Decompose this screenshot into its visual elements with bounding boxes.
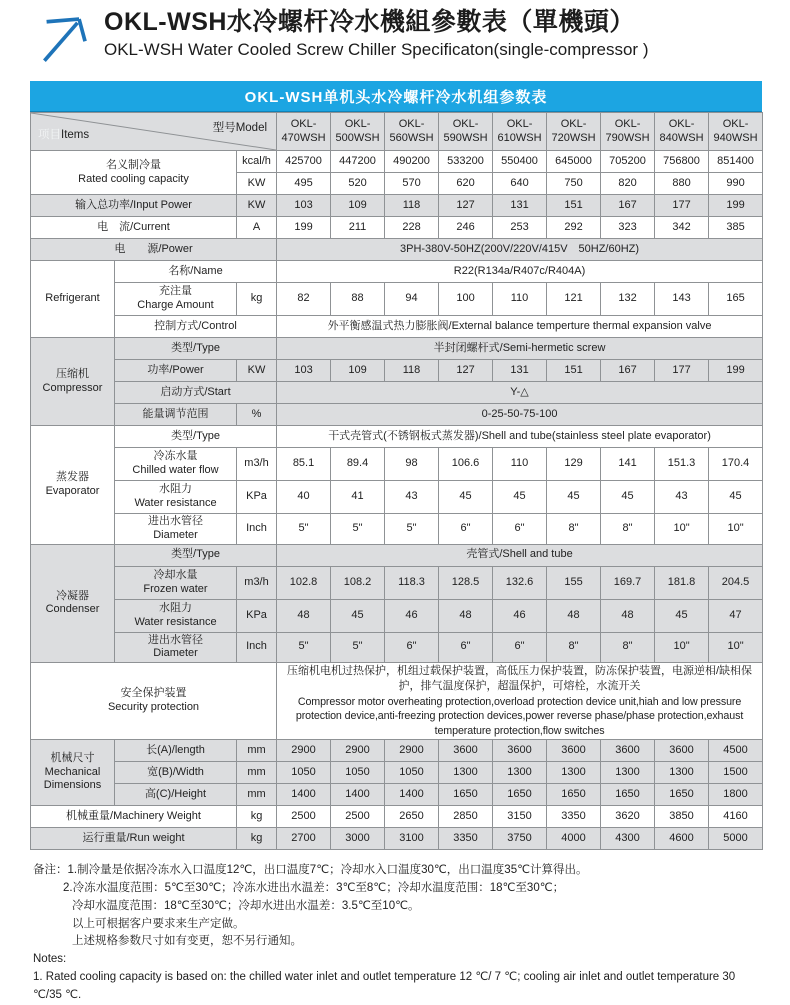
- value-cell: 1650: [493, 784, 547, 806]
- value-cell: 6": [385, 632, 439, 663]
- value-cell: 3850: [655, 806, 709, 828]
- table-row: [31, 338, 763, 360]
- value-cell: 45: [439, 481, 493, 514]
- table-row: [31, 806, 763, 828]
- value-cell: 45: [493, 481, 547, 514]
- value-cell: 103: [277, 195, 331, 217]
- value-cell: 106.6: [439, 448, 493, 481]
- value-cell: 4000: [547, 828, 601, 850]
- value-cell: 1650: [655, 784, 709, 806]
- value-cell: 3600: [439, 740, 493, 762]
- unit: kg: [237, 828, 277, 850]
- unit: kg: [237, 806, 277, 828]
- merged-value-compressor-type: 半封闭螺杆式/Semi-hermetic screw: [277, 338, 763, 360]
- table-row: [31, 261, 763, 283]
- value-cell: 1650: [547, 784, 601, 806]
- row-label-frozen-water: 冷却水量 Frozen water: [115, 566, 237, 599]
- row-label-height: 高(C)/Height: [115, 784, 237, 806]
- value-cell: 131: [493, 195, 547, 217]
- value-cell: 199: [709, 360, 763, 382]
- value-cell: 323: [601, 217, 655, 239]
- value-cell: 151: [547, 360, 601, 382]
- value-cell: 3350: [547, 806, 601, 828]
- row-label-length: 长(A)/length: [115, 740, 237, 762]
- row-label-current: 电 流/Current: [31, 217, 237, 239]
- table-row: [31, 566, 763, 599]
- value-cell: 85.1: [277, 448, 331, 481]
- value-cell: 40: [277, 481, 331, 514]
- value-cell: 1050: [331, 762, 385, 784]
- unit: mm: [237, 784, 277, 806]
- value-cell: 109: [331, 360, 385, 382]
- value-cell: 2500: [277, 806, 331, 828]
- page-title-en: OKL-WSH Water Cooled Screw Chiller Specificaton(single-compressor ): [104, 39, 649, 59]
- value-cell: 46: [493, 599, 547, 632]
- value-cell: 2850: [439, 806, 493, 828]
- unit: kg: [237, 283, 277, 316]
- table-row: [31, 283, 763, 316]
- table-banner: OKL-WSH单机头水冷螺杆冷水机组参数表: [30, 81, 762, 112]
- table-row: [31, 239, 763, 261]
- row-label-run-weight: 运行重量/Run weight: [31, 828, 237, 850]
- merged-value-start: Y-△: [277, 382, 763, 404]
- row-label-evap-diameter: 进出水管径 Diameter: [115, 514, 237, 545]
- value-cell: 89.4: [331, 448, 385, 481]
- group-label-compressor: 压缩机 Compressor: [31, 338, 115, 426]
- value-cell: 6": [439, 514, 493, 545]
- row-label-security-protection: 安全保护装置 Security protection: [31, 663, 277, 740]
- value-cell: 129: [547, 448, 601, 481]
- value-cell: 94: [385, 283, 439, 316]
- note-line: 上述规格参数尺寸如有变更，恕不另行通知。: [72, 935, 302, 948]
- note-line: 冷却水温度范围：18℃至30℃；冷却水进出水温差：3.5℃至10℃。: [72, 899, 420, 912]
- specification-table: [30, 112, 763, 850]
- value-cell: 109: [331, 195, 385, 217]
- value-cell: 3600: [655, 740, 709, 762]
- value-cell: 570: [385, 173, 439, 195]
- value-cell: 3150: [493, 806, 547, 828]
- value-cell: 3600: [493, 740, 547, 762]
- value-cell: 6": [439, 632, 493, 663]
- value-cell: 10": [709, 632, 763, 663]
- unit: KW: [237, 360, 277, 382]
- row-label-compressor-power: 功率/Power: [115, 360, 237, 382]
- table-row: [31, 316, 763, 338]
- value-cell: 1800: [709, 784, 763, 806]
- value-cell: 851400: [709, 151, 763, 173]
- value-cell: 292: [547, 217, 601, 239]
- value-cell: 1400: [385, 784, 439, 806]
- value-cell: 10": [655, 514, 709, 545]
- arrow-up-right-icon: [42, 12, 88, 64]
- table-row: [31, 784, 763, 806]
- value-cell: 45: [709, 481, 763, 514]
- table-row: [31, 663, 763, 740]
- value-cell: 3600: [547, 740, 601, 762]
- table-row: [31, 151, 763, 173]
- merged-value-energy-range: 0-25-50-75-100: [277, 404, 763, 426]
- row-label-start: 启动方式/Start: [115, 382, 277, 404]
- value-cell: 6": [493, 514, 547, 545]
- row-label-chilled-water-flow: 冷冻水量 Chilled water flow: [115, 448, 237, 481]
- value-cell: 1050: [385, 762, 439, 784]
- value-cell: 490200: [385, 151, 439, 173]
- note-line: 以上可根据客户要求来生产定做。: [72, 917, 245, 930]
- value-cell: 131: [493, 360, 547, 382]
- row-label-compressor-type: 类型/Type: [115, 338, 277, 360]
- merged-value-evaporator-type: 干式壳管式(不锈钢板式蒸发器)/Shell and tube(stainless steel plate evaporator): [277, 426, 763, 448]
- corner-model-label: 型号Model: [212, 122, 268, 134]
- value-cell: 5": [331, 514, 385, 545]
- unit: A: [237, 217, 277, 239]
- value-cell: 43: [655, 481, 709, 514]
- model-header-610wsh: OKL- 610WSH: [493, 113, 547, 151]
- unit: kcal/h: [237, 151, 277, 173]
- value-cell: 132.6: [493, 566, 547, 599]
- note-line: 1. Rated cooling capacity is based on: the chilled water inlet and outlet temperature 12 ℃/ 7 ℃; cooling air inlet and outlet temperature 30 ℃/35 ℃.: [33, 970, 736, 1001]
- value-cell: 118: [385, 195, 439, 217]
- value-cell: 48: [277, 599, 331, 632]
- group-label-refrigerant: Refrigerant: [31, 261, 115, 338]
- table-row: [31, 544, 763, 566]
- page-header: [30, 8, 762, 64]
- table-row: [31, 481, 763, 514]
- unit: mm: [237, 740, 277, 762]
- row-label-rated-cooling-capacity: 名义制冷量 Rated cooling capacity: [31, 151, 237, 195]
- value-cell: 447200: [331, 151, 385, 173]
- value-cell: 495: [277, 173, 331, 195]
- row-label-evap-water-resistance: 水阻力 Water resistance: [115, 481, 237, 514]
- value-cell: 5": [385, 514, 439, 545]
- row-label-evaporator-type: 类型/Type: [115, 426, 277, 448]
- value-cell: 102.8: [277, 566, 331, 599]
- value-cell: 705200: [601, 151, 655, 173]
- value-cell: 132: [601, 283, 655, 316]
- unit: mm: [237, 762, 277, 784]
- value-cell: 880: [655, 173, 709, 195]
- table-row: [31, 514, 763, 545]
- unit: %: [237, 404, 277, 426]
- table-row: [31, 599, 763, 632]
- footnotes: [30, 862, 762, 1005]
- value-cell: 110: [493, 448, 547, 481]
- table-row: [31, 740, 763, 762]
- value-cell: 8": [601, 632, 655, 663]
- value-cell: 127: [439, 195, 493, 217]
- value-cell: 1300: [439, 762, 493, 784]
- row-label-control: 控制方式/Control: [115, 316, 277, 338]
- table-row: [31, 382, 763, 404]
- value-cell: 3100: [385, 828, 439, 850]
- value-cell: 4600: [655, 828, 709, 850]
- value-cell: 199: [709, 195, 763, 217]
- value-cell: 204.5: [709, 566, 763, 599]
- row-label-charge-amount: 充注量 Charge Amount: [115, 283, 237, 316]
- value-cell: 620: [439, 173, 493, 195]
- table-row: [31, 762, 763, 784]
- items-model-corner-cell: [31, 113, 277, 151]
- value-cell: 45: [547, 481, 601, 514]
- value-cell: 167: [601, 360, 655, 382]
- value-cell: 8": [547, 514, 601, 545]
- value-cell: 10": [655, 632, 709, 663]
- value-cell: 48: [601, 599, 655, 632]
- value-cell: 520: [331, 173, 385, 195]
- value-cell: 2900: [277, 740, 331, 762]
- value-cell: 342: [655, 217, 709, 239]
- value-cell: 1050: [277, 762, 331, 784]
- group-label-condenser: 冷凝器 Condenser: [31, 544, 115, 663]
- row-label-energy-range: 能量调节范围: [115, 404, 237, 426]
- value-cell: 118: [385, 360, 439, 382]
- table-row: [31, 217, 763, 239]
- value-cell: 177: [655, 360, 709, 382]
- value-cell: 8": [601, 514, 655, 545]
- unit: KPa: [237, 481, 277, 514]
- page-title-zh: OKL-WSH水冷螺杆冷水機組參數表（單機頭）: [104, 8, 635, 36]
- model-header-560wsh: OKL- 560WSH: [385, 113, 439, 151]
- unit: Inch: [237, 514, 277, 545]
- value-cell: 155: [547, 566, 601, 599]
- value-cell: 141: [601, 448, 655, 481]
- value-cell: 1500: [709, 762, 763, 784]
- model-header-720wsh: OKL- 720WSH: [547, 113, 601, 151]
- value-cell: 4160: [709, 806, 763, 828]
- value-cell: 88: [331, 283, 385, 316]
- value-cell: 6": [493, 632, 547, 663]
- value-cell: 110: [493, 283, 547, 316]
- value-cell: 1300: [655, 762, 709, 784]
- value-cell: 48: [439, 599, 493, 632]
- value-cell: 46: [385, 599, 439, 632]
- value-cell: 143: [655, 283, 709, 316]
- table-row: [31, 448, 763, 481]
- value-cell: 151.3: [655, 448, 709, 481]
- model-header-790wsh: OKL- 790WSH: [601, 113, 655, 151]
- corner-items-label: 项目Items: [38, 128, 90, 141]
- value-cell: 820: [601, 173, 655, 195]
- merged-value-power-supply: 3PH-380V-50HZ(200V/220V/415V 50HZ/60HZ): [277, 239, 763, 261]
- value-cell: 169.7: [601, 566, 655, 599]
- group-label-mechanical-dimensions: 机械尺寸 Mechanical Dimensions: [31, 740, 115, 806]
- value-cell: 43: [385, 481, 439, 514]
- value-cell: 1300: [493, 762, 547, 784]
- value-cell: 181.8: [655, 566, 709, 599]
- value-cell: 1400: [331, 784, 385, 806]
- value-cell: 425700: [277, 151, 331, 173]
- row-label-cond-diameter: 进出水管径 Diameter: [115, 632, 237, 663]
- value-cell: 550400: [493, 151, 547, 173]
- value-cell: 385: [709, 217, 763, 239]
- table-row: [31, 632, 763, 663]
- value-cell: 3750: [493, 828, 547, 850]
- unit: m3/h: [237, 448, 277, 481]
- merged-value-condenser-type: 壳管式/Shell and tube: [277, 544, 763, 566]
- value-cell: 8": [547, 632, 601, 663]
- group-label-evaporator: 蒸发器 Evaporator: [31, 426, 115, 545]
- value-cell: 2900: [385, 740, 439, 762]
- note-line: 2.冷冻水温度范围：5℃至30℃；冷冻水进出水温差：3℃至8℃；冷却水温度范围：18℃至30℃；: [63, 881, 565, 894]
- model-header-940wsh: OKL- 940WSH: [709, 113, 763, 151]
- value-cell: 45: [655, 599, 709, 632]
- value-cell: 48: [547, 599, 601, 632]
- row-label-refrigerant-name: 名称/Name: [115, 261, 277, 283]
- model-header-840wsh: OKL- 840WSH: [655, 113, 709, 151]
- value-cell: 108.2: [331, 566, 385, 599]
- title-block: [104, 8, 648, 60]
- table-row: [31, 828, 763, 850]
- value-cell: 1300: [547, 762, 601, 784]
- value-cell: 3000: [331, 828, 385, 850]
- unit: m3/h: [237, 566, 277, 599]
- value-cell: 3600: [601, 740, 655, 762]
- value-cell: 98: [385, 448, 439, 481]
- value-cell: 2650: [385, 806, 439, 828]
- row-label-input-power: 输入总功率/Input Power: [31, 195, 237, 217]
- row-label-machinery-weight: 机械重量/Machinery Weight: [31, 806, 237, 828]
- value-cell: 533200: [439, 151, 493, 173]
- note-line: 备注：1.制冷量是依据冷冻水入口温度12℃，出口温度7℃；冷却水入口温度30℃，出口温度35℃计算得出。: [33, 864, 588, 877]
- unit: KW: [237, 173, 277, 195]
- value-cell: 5000: [709, 828, 763, 850]
- value-cell: 4300: [601, 828, 655, 850]
- unit: KPa: [237, 599, 277, 632]
- value-cell: 47: [709, 599, 763, 632]
- note-line: Notes:: [33, 953, 67, 966]
- table-row: [31, 360, 763, 382]
- value-cell: 2700: [277, 828, 331, 850]
- value-cell: 1400: [277, 784, 331, 806]
- merged-value-refrigerant-name: R22(R134a/R407c/R404A): [277, 261, 763, 283]
- value-cell: 253: [493, 217, 547, 239]
- value-cell: 5": [277, 632, 331, 663]
- value-cell: 10": [709, 514, 763, 545]
- value-cell: 756800: [655, 151, 709, 173]
- value-cell: 103: [277, 360, 331, 382]
- value-cell: 4500: [709, 740, 763, 762]
- model-header-500wsh: OKL- 500WSH: [331, 113, 385, 151]
- unit: KW: [237, 195, 277, 217]
- value-cell: 228: [385, 217, 439, 239]
- table-row: [31, 404, 763, 426]
- merged-value-control: 外平衡感温式热力膨胀阀/External balance temperture thermal expansion valve: [277, 316, 763, 338]
- value-cell: 118.3: [385, 566, 439, 599]
- value-cell: 750: [547, 173, 601, 195]
- value-cell: 177: [655, 195, 709, 217]
- value-cell: 128.5: [439, 566, 493, 599]
- value-cell: 2900: [331, 740, 385, 762]
- model-header-470wsh: OKL- 470WSH: [277, 113, 331, 151]
- row-label-width: 宽(B)/Width: [115, 762, 237, 784]
- unit: Inch: [237, 632, 277, 663]
- value-cell: 165: [709, 283, 763, 316]
- value-cell: 100: [439, 283, 493, 316]
- value-cell: 45: [601, 481, 655, 514]
- row-label-condenser-type: 类型/Type: [115, 544, 277, 566]
- value-cell: 151: [547, 195, 601, 217]
- value-cell: 211: [331, 217, 385, 239]
- value-cell: 1650: [439, 784, 493, 806]
- value-cell: 3350: [439, 828, 493, 850]
- value-cell: 1300: [601, 762, 655, 784]
- value-cell: 167: [601, 195, 655, 217]
- table-row: [31, 426, 763, 448]
- value-cell: 121: [547, 283, 601, 316]
- value-cell: 640: [493, 173, 547, 195]
- value-cell: 170.4: [709, 448, 763, 481]
- value-cell: 5": [277, 514, 331, 545]
- value-cell: 3620: [601, 806, 655, 828]
- value-cell: 127: [439, 360, 493, 382]
- value-cell: 990: [709, 173, 763, 195]
- value-cell: 645000: [547, 151, 601, 173]
- row-label-cond-water-resistance: 水阻力 Water resistance: [115, 599, 237, 632]
- row-label-power-supply: 电 源/Power: [31, 239, 277, 261]
- value-cell: 45: [331, 599, 385, 632]
- value-cell: 1650: [601, 784, 655, 806]
- model-header-590wsh: OKL- 590WSH: [439, 113, 493, 151]
- value-cell: 2500: [331, 806, 385, 828]
- value-cell: 199: [277, 217, 331, 239]
- security-text: 压缩机电机过热保护，机组过载保护装置，高低压力保护装置，防冻保护装置，电源逆相/缺相保护，排气温度保护，超温保护，可熔栓，水流开关 Compressor motor overheating protection,overload protection device unit,hiah and low pressure protection device,anti-freezing protection devices,power reverse phase/phase protection,exhaust temperature protection,flow switches: [277, 663, 763, 740]
- value-cell: 82: [277, 283, 331, 316]
- value-cell: 246: [439, 217, 493, 239]
- table-row: [31, 195, 763, 217]
- value-cell: 41: [331, 481, 385, 514]
- value-cell: 5": [331, 632, 385, 663]
